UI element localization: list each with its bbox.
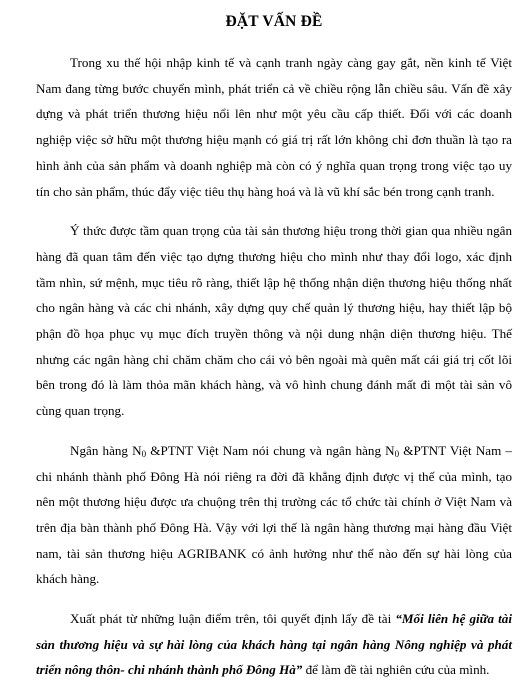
research-topic-title: “Mối liên hệ giữa tài sản thương hiệu và sự hài lòng của khách hàng tại ngân hàng Nông nghiệp và phát triển nông thôn- chi nhánh thành phố Đông Hà” [36,611,512,678]
p3-subscript-2: 0 [394,448,400,459]
p4-lead: Xuất phát từ những luận điểm trên, tôi quyết định lấy đề tài [70,611,396,627]
p4-tail: để làm đề tài nghiên cứu của mình. [302,662,490,678]
paragraph-agribank [36,438,512,592]
paragraph-awareness: Ý thức được tầm quan trọng của tài sản thương hiệu trong thời gian qua nhiều ngân hàng đã quan tâm đến việc tạo dựng thương hiệu cho mình như thay đổi logo, xác định tầm nhìn, sứ mệnh, mục tiêu rõ ràng, thiết lập hệ thống nhận diện thương hiệu thống nhất cho ngân hàng và các chi nhánh, xây dựng quy chế quản lý thương hiệu, hay thiết lập bộ phận đồ họa phục vụ mục đích truyền thông và nội dung nhận diện thương hiệu. Thế nhưng các ngân hàng chỉ chăm chăm cho cái vỏ bên ngoài mà quên mất cái giá trị cốt lõi bên trong đó là làm thỏa mãn khách hàng, và vô hình chung đánh mất đi một tài sản vô cùng quan trọng. [36,223,512,419]
paragraph-context: Trong xu thế hội nhập kinh tế và cạnh tranh ngày càng gay gắt, nền kinh tế Việt Nam đang từng bước chuyển mình, phát triển cả về chiều rộng lẫn chiều sâu. Vấn đề xây dựng và phát triển thương hiệu nổi lên như một yêu cầu cấp thiết. Đối với các doanh nghiệp việc sở hữu một thương hiệu mạnh có giá trị rất lớn không chỉ đơn thuần là tạo ra hình ảnh của sản phẩm và doanh nghiệp mà còn có ý nghĩa quan trọng trong việc tạo uy tín cho sản phẩm, thúc đẩy việc tiêu thụ hàng hoá và là vũ khí sắc bén trong cạnh tranh. [36,55,512,199]
p3-text-3: &PTNT Việt Nam – chi nhánh thành phố Đông Hà nói riêng ra đời đã khẳng định được vị thế của mình, tạo nên một thương hiệu được ưa chuộng trên thị trường các tổ chức tài chính ở Việt Nam và trên địa bàn thành phố Đông Hà. Vậy với lợi thế là ngân hàng thương mại hàng đầu Việt nam, tài sản thương hiệu AGRIBANK có ảnh hưởng như thế nào đến sự hài lòng của khách hàng. [36,442,512,587]
p3-subscript-1: 0 [141,448,147,459]
p3-text-1: Ngân hàng N [70,442,142,458]
p3-text-2: &PTNT Việt Nam nói chung và ngân hàng N [146,442,395,458]
paragraph-research-topic [36,606,512,683]
page-title: ĐẶT VẤN ĐỀ [225,13,323,30]
